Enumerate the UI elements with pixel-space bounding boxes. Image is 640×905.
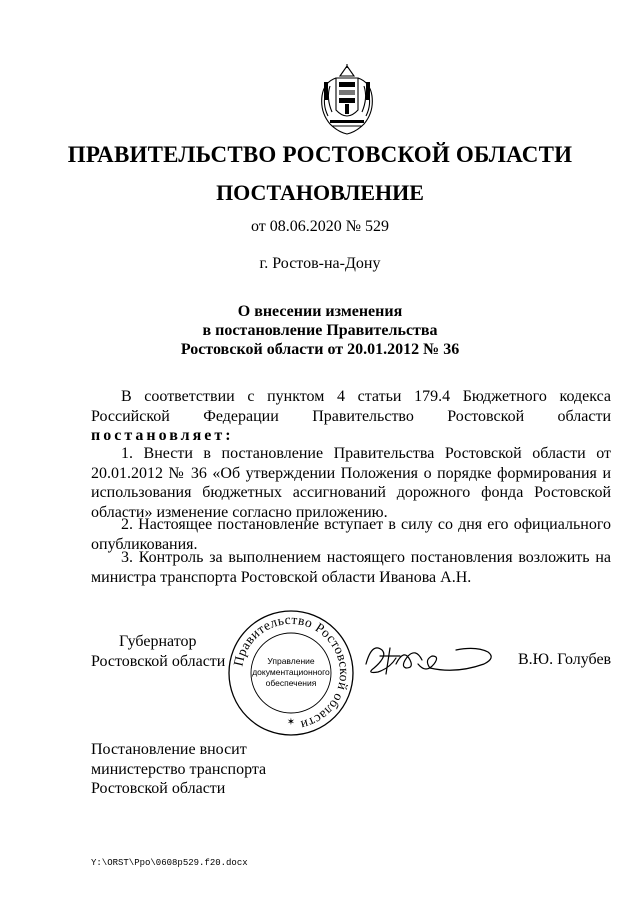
position-line: Ростовской области xyxy=(91,652,226,670)
svg-text:Управление: Управление xyxy=(267,656,315,666)
svg-text:Правительство Ростовской облас: Правительство Ростовской области xyxy=(230,611,353,733)
svg-text:документационного: документационного xyxy=(252,667,330,677)
subject-line: в постановление Правительства xyxy=(202,322,438,339)
position-line: Губернатор xyxy=(119,633,197,650)
file-path-footer: Y:\ORST\Ppo\0608p529.f20.docx xyxy=(91,858,248,868)
svg-text:обеспечения: обеспечения xyxy=(265,678,317,688)
submitter-line: Постановление вносит xyxy=(91,741,247,758)
document-city: г. Ростов-на-Дону xyxy=(259,255,381,272)
preamble-paragraph xyxy=(91,387,611,446)
handwritten-signature xyxy=(360,634,500,682)
document-subject xyxy=(0,302,640,359)
preamble-text: В соответствии с пунктом 4 статьи 179.4 Бюджетного кодекса Российской Федерации Правительство Ростовской области xyxy=(91,388,611,425)
item-text: 1. Внести в постановление Правительства Ростовской области от 20.01.2012 № 36 «Об утверждении Положения о порядке формирования и использования бюджетных ассигнований дорожного фонда Ростовской области» изменение согласно приложению. xyxy=(91,445,611,521)
resolution-item-1 xyxy=(91,444,611,522)
document-date-number: от 08.06.2020 № 529 xyxy=(250,218,390,235)
coat-of-arms-icon xyxy=(316,62,378,136)
organization-title: ПРАВИТЕЛЬСТВО РОСТОВСКОЙ ОБЛАСТИ xyxy=(67,142,573,167)
governor-position xyxy=(91,632,225,671)
official-seal-stamp xyxy=(226,608,356,738)
submitter-line: министерство транспорта xyxy=(91,760,267,778)
item-text: 3. Контроль за выполнением настоящего постановления возложить на министра транспорта Ростовской области Иванова А.Н. xyxy=(91,549,611,586)
svg-text:✶: ✶ xyxy=(286,717,296,728)
submitter-line: Ростовской области xyxy=(91,780,226,797)
document-type: ПОСТАНОВЛЕНИЕ xyxy=(216,180,424,205)
item-text: 2. Настоящее постановление вступает в силу со дня его официального опубликования. xyxy=(91,516,611,553)
resolution-item-3 xyxy=(91,548,611,587)
submitter-note xyxy=(91,740,266,799)
subject-line: О внесении изменения xyxy=(237,303,403,320)
resolves-word: постановляет: xyxy=(91,427,234,444)
governor-name: В.Ю. Голубев xyxy=(518,651,612,668)
subject-line: Ростовской области от 20.01.2012 № 36 xyxy=(180,341,460,358)
